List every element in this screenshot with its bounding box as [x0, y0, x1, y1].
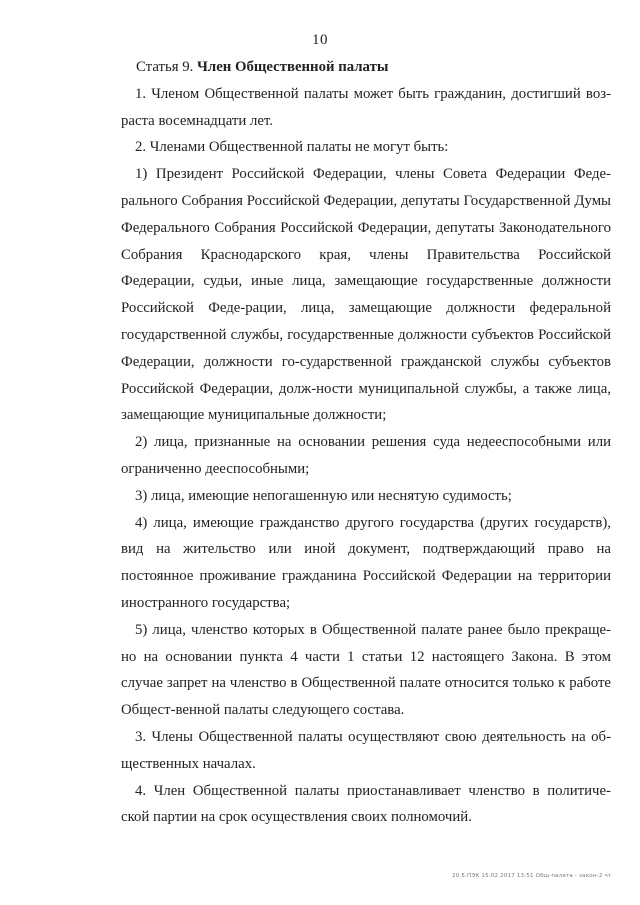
paragraph-2: 2. Членами Общественной палаты не могут быть:	[135, 139, 449, 156]
page-number: 10	[312, 32, 328, 48]
article-body	[121, 54, 611, 831]
list-item-5: 5) лица, членство которых в Общественной палате ранее было прекраще-но на основании пункта 4 части 1 статьи 12 настоящего Закона. В этом случае запрет на членство в Общественной палате относится только к работе Общест-венной палаты следующего состава.	[121, 621, 611, 719]
list-item-4: 4) лица, имеющие гражданство другого государства (других государств), вид на жительство или иной документ, подтверждающий право на постоянное проживание гражданина Российской Федерации на территории иностранного государства;	[121, 514, 611, 611]
article-heading	[136, 54, 611, 81]
footer-stamp: 20.5.ПЭК 15.02.2017 13:51 Общ-палата - закон-2 чт	[452, 873, 612, 879]
list-item-1: 1) Президент Российской Федерации, члены Совета Федерации Феде-рального Собрания Российской Федерации, депутаты Государственной Думы Федерального Собрания Российской Федерации, депутаты Законодательного Собрания Краснодарского края, члены Правительства Российской Федерации, судьи, иные лица, замещающие государственные должности Российской Феде-рации, лица, замещающие должности федеральной государственной службы, государственные должности субъектов Российской Федерации, должности го-сударственной гражданской службы субъектов Российской Федерации, долж-ности муниципальной службы, а также лица, замещающие муниципальные должности;	[121, 166, 611, 424]
article-title: Член Общественной палаты	[197, 59, 389, 75]
list-item-2: 2) лица, признанные на основании решения суда недееспособными или ограниченно дееспособными;	[121, 434, 611, 477]
paragraph-4: 4. Член Общественной палаты приостанавливает членство в политиче-ской партии на срок осуществления своих полномочий.	[121, 782, 611, 826]
paragraph-1: 1. Членом Общественной палаты может быть гражданин, достигший воз-раста восемнадцати лет.	[121, 85, 611, 129]
article-number: Статья 9.	[136, 59, 194, 75]
paragraph-3: 3. Члены Общественной палаты осуществляют свою деятельность на об-щественных началах.	[121, 728, 611, 772]
list-item-3: 3) лица, имеющие непогашенную или неснятую судимость;	[135, 487, 512, 504]
